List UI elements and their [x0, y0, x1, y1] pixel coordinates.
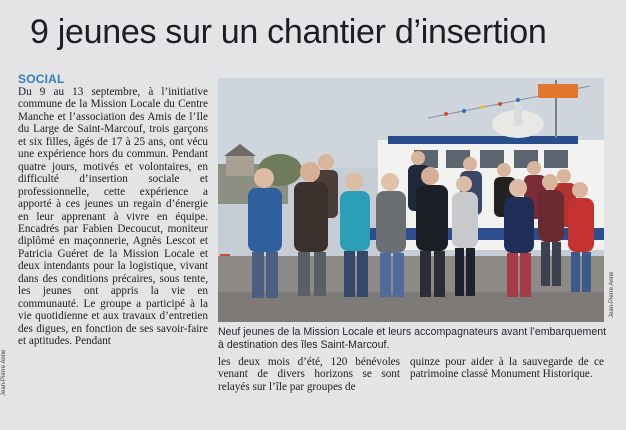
- body-paragraph: Du 9 au 13 septembre, à l’initiative commune de la Mission Locale du Centre Manche et l’association des Amis de l’Ile du Large de Saint-Marcouf, trois garçons et six filles, âgés de 17 à 25 ans, ont vécu une expérience hors du commun. Pendant quatre jours, motivés et volontaires, en difficulté d’insertion sociale et professionnelle, cette expérience a apporté à ces jeunes un regain d’énergie en leur apprenant à vivre en équipe. Encadrés par Fabien Decoucut, moniteur diplômé en maçonnerie, Agnès Lescot et Patricia Guéret de la Mission Locale et deux intendants pour la logistique, vivant dans des conditions précaires, sous tente, les jeunes ont appris la vie en communauté. Le groupe a participé à la vie quotidienne et aux travaux d’entretien des digues, en fonction de ses savoir-faire et aptitudes. Pendant: [18, 86, 208, 348]
- article-photo: [218, 78, 604, 322]
- photo-credit: Jean-Pierre Anne: [609, 271, 615, 318]
- article-body: [18, 86, 208, 348]
- group-photo-illustration: [218, 78, 604, 322]
- article-left-column: [18, 72, 208, 348]
- photo-caption: Neuf jeunes de la Mission Locale et leurs accompagnateurs avant l’embarquement à destination des îles Saint-Marcouf.: [218, 326, 607, 351]
- article-continuation-middle: les deux mois d’été, 120 bénévoles venant de divers horizons se sont relayés sur l’île par groupes de: [218, 356, 400, 393]
- section-rubric: SOCIAL: [18, 72, 65, 86]
- article-continuation-right: quinze pour aider à la sauvegarde de ce patrimoine classé Monument Historique.: [410, 356, 604, 381]
- article-headline: 9 jeunes sur un chantier d’insertion: [30, 13, 547, 51]
- side-credit: Jean-Pierre Anne: [1, 349, 7, 396]
